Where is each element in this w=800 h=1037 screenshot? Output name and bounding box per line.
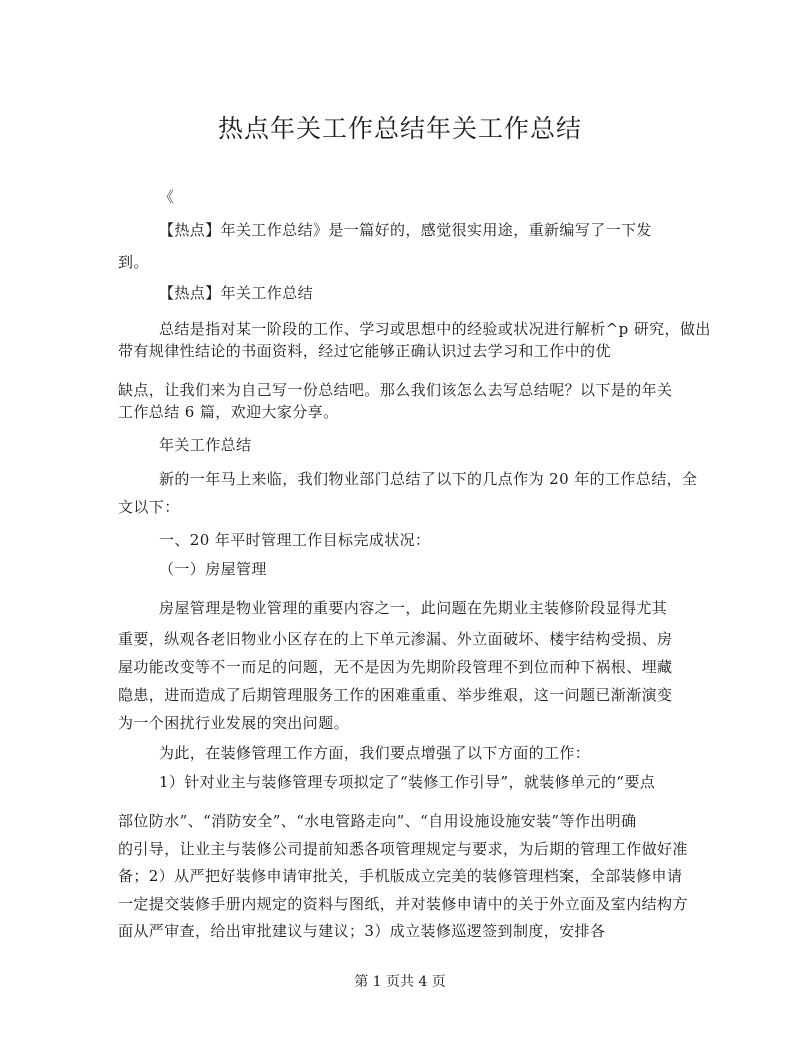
paragraph-line: 缺点，让我们来为自己写一份总结吧。那么我们该怎么去写总结呢？以下是的年关 <box>118 381 673 399</box>
paragraph-line: 面从严审查，给出审批建议与建议；3）成立装修巡逻签到制度，安排各 <box>118 922 606 940</box>
paragraph-line: 部位防水”、“消防安全”、“水电管路走向”、“自用设施设施安装”等作出明确 <box>118 812 637 830</box>
paragraph-line: 工作总结 6 篇，欢迎大家分享。 <box>118 403 339 421</box>
paragraph-line: 【热点】年关工作总结》是一篇好的，感觉很实用途，重新编写了一下发 <box>159 221 652 239</box>
paragraph-line: 【热点】年关工作总结 <box>159 284 314 302</box>
paragraph-line: 新的一年马上来临，我们物业部门总结了以下的几点作为 20 年的工作总结，全 <box>159 470 698 488</box>
document-title: 热点年关工作总结年关工作总结 <box>217 114 582 143</box>
paragraph-line: 为一个困扰行业发展的突出问题。 <box>118 714 350 732</box>
paragraph-line: 带有规律性结论的书面资料，经过它能够正确认识过去学习和工作中的优 <box>118 342 611 360</box>
paragraph-line: （一）房屋管理 <box>159 560 267 578</box>
paragraph-line: 屋功能改变等不一而足的问题，无不是因为先期阶段管理不到位而种下祸根、埋藏 <box>118 658 673 676</box>
paragraph-line: 一定提交装修手册内规定的资料与图纸，并对装修申请中的关于外立面及室内结构方 <box>118 895 688 913</box>
paragraph-line: 的引导，让业主与装修公司提前知悉各项管理规定与要求，为后期的管理工作做好准 <box>118 840 688 858</box>
page-footer: 第 1 页共 4 页 <box>354 974 446 990</box>
paragraph-line: 隐患，进而造成了后期管理服务工作的困难重重、举步维艰，这一问题已渐渐演变 <box>118 686 673 704</box>
paragraph-line: 重要，纵观各老旧物业小区存在的上下单元渗漏、外立面破坏、楼宇结构受损、房 <box>118 630 673 648</box>
paragraph-line: 总结是指对某一阶段的工作、学习或思想中的经验或状况进行解析^p 研究，做出 <box>159 320 711 338</box>
paragraph-line: 房屋管理是物业管理的重要内容之一，此问题在先期业主装修阶段显得尤其 <box>159 599 668 617</box>
paragraph-line: 文以下： <box>118 498 180 516</box>
paragraph-line: 年关工作总结 <box>159 436 252 454</box>
paragraph-line: 到。 <box>118 253 149 271</box>
paragraph-line: 一、20 年平时管理工作目标完成状况： <box>159 531 431 549</box>
paragraph-line: 备；2）从严把好装修申请审批关，手机版成立完美的装修管理档案，全部装修申请 <box>118 867 683 885</box>
paragraph-line: 1）针对业主与装修管理专项拟定了“装修工作引导”，就装修单元的“要点 <box>159 773 656 791</box>
paragraph-line: 《 <box>159 188 175 206</box>
paragraph-line: 为此，在装修管理工作方面，我们要点增强了以下方面的工作： <box>159 744 591 762</box>
